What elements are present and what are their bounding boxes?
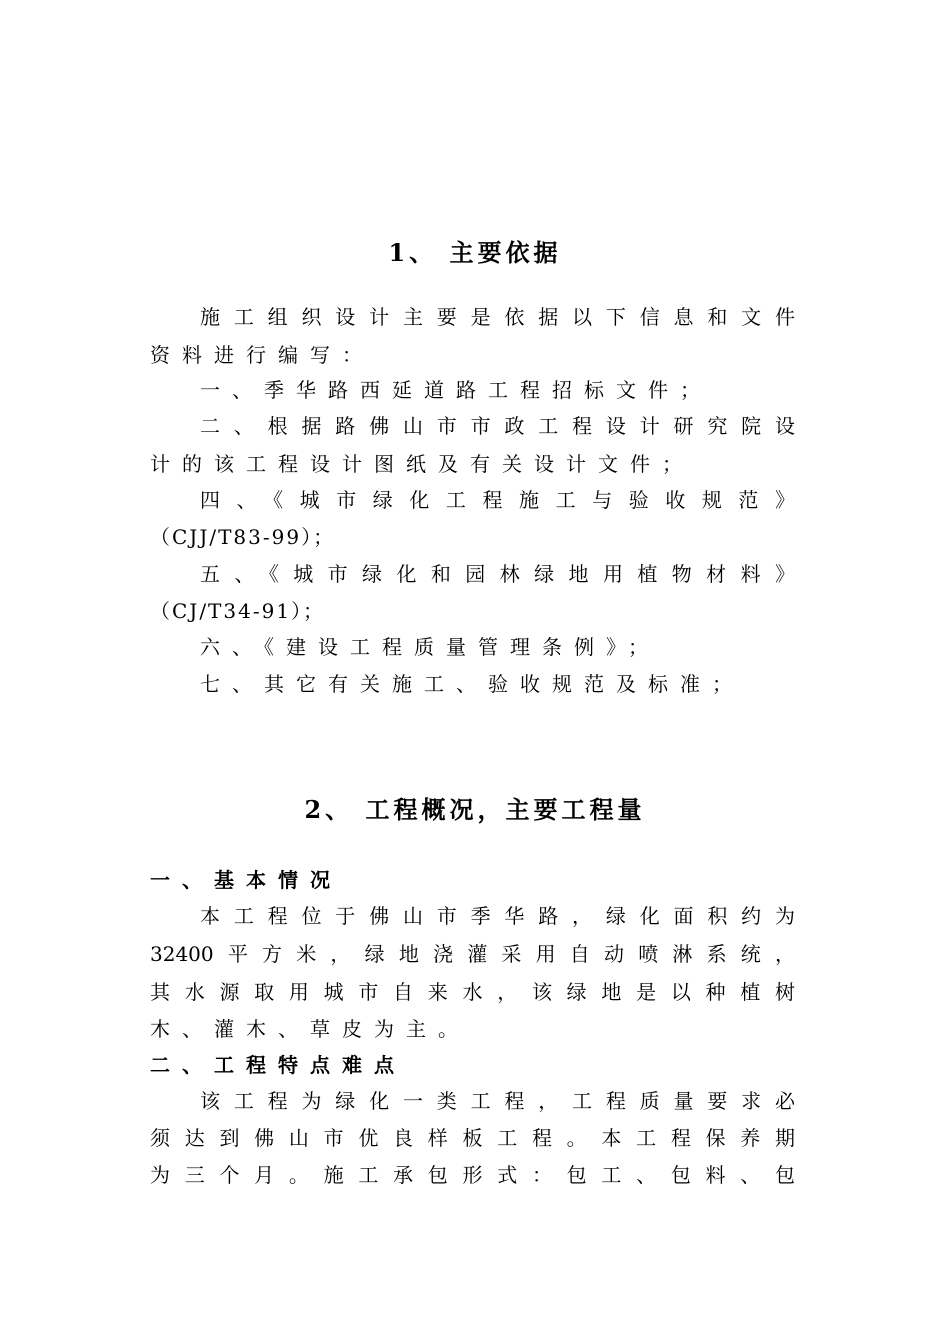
paragraph-line: 施工组织设计主要是依据以下信息和文件 [200, 305, 795, 329]
paragraph-line: 须达到佛山市优良样板工程。本工程保养期 [150, 1126, 795, 1150]
subsection-title: 二、工程特点难点 [150, 1053, 406, 1077]
section-1-heading: 1、 主要依据 [388, 238, 562, 267]
list-item-continuation: 计的该工程设计图纸及有关设计文件； [150, 452, 694, 476]
list-item: 六、《建设工程质量管理条例》； [200, 635, 660, 659]
paragraph-line: 本工程位于佛山市季华路，绿化面积约为 [200, 904, 795, 928]
paragraph-line: 该工程为绿化一类工程，工程质量要求必 [200, 1089, 795, 1113]
list-item: 五、《城市绿化和园林绿地用植物材料》 [200, 562, 795, 586]
list-item: 七、其它有关施工、验收规范及标准； [200, 672, 744, 696]
paragraph-line: 32400平方米，绿地浇灌采用自动喷淋系统， [150, 942, 795, 966]
paragraph-line: 木、灌木、草皮为主。 [150, 1017, 470, 1041]
paragraph-line: 其水源取用城市自来水，该绿地是以种植树 [150, 980, 795, 1004]
paragraph-line: 为三个月。施工承包形式：包工、包料、包 [150, 1163, 795, 1187]
list-item: 一、季华路西延道路工程招标文件； [200, 378, 712, 402]
list-item-continuation: （CJ/T34-91）； [150, 599, 326, 623]
paragraph-line: 资料进行编写： [150, 343, 374, 367]
list-item-continuation: （CJJ/T83-99）； [150, 525, 336, 549]
list-item: 二、根据路佛山市市政工程设计研究院设 [200, 414, 795, 438]
section-2-heading: 2、 工程概况，主要工程量 [304, 795, 646, 824]
subsection-title: 一、基本情况 [150, 868, 342, 892]
list-item: 四、《城市绿化工程施工与验收规范》 [200, 488, 795, 512]
